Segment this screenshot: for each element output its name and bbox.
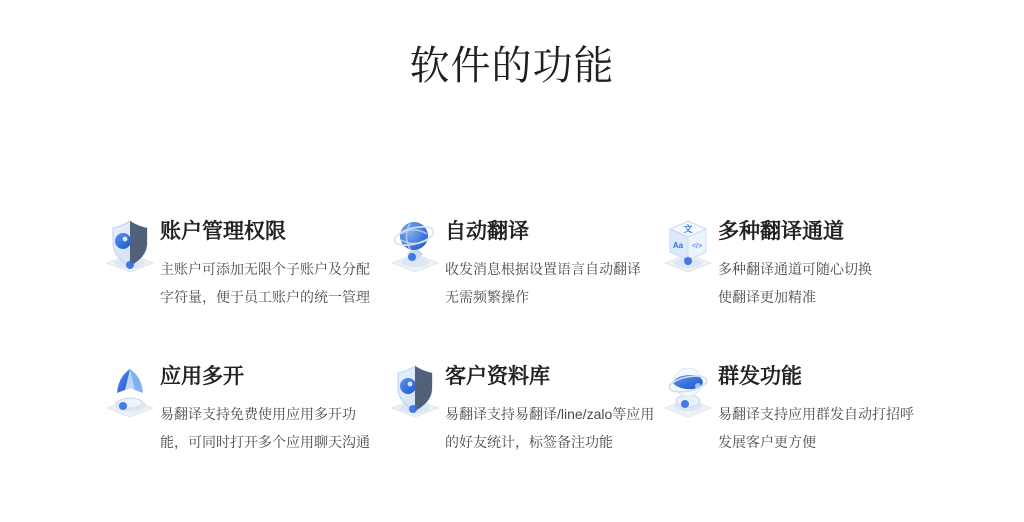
multi-app-icon <box>103 361 158 421</box>
feature-title: 群发功能 <box>718 365 802 388</box>
feature-description: 主账户可添加无限个子账户及分配 字符量，便于员工账户的统一管理 <box>160 261 370 305</box>
feature-title: 应用多开 <box>160 365 244 388</box>
feature-description: 易翻译支持易翻译/line/zalo等应用 的好友统计，标签备注功能 <box>445 406 655 450</box>
translate-globe-icon <box>388 216 443 276</box>
feature-card-translation-channels <box>661 216 941 311</box>
feature-card-account-permissions <box>103 216 383 311</box>
feature-description: 收发消息根据设置语言自动翻译 无需频繁操作 <box>445 261 641 305</box>
customer-database-icon <box>388 361 443 421</box>
svg-text:</>: </> <box>691 243 703 250</box>
feature-card-multi-app <box>103 361 383 456</box>
feature-description: 易翻译支持应用群发自动打招呼 发展客户更方便 <box>718 406 914 450</box>
feature-card-customer-database <box>388 361 668 456</box>
feature-title: 账户管理权限 <box>160 220 286 243</box>
feature-title: 自动翻译 <box>445 220 529 243</box>
feature-card-mass-send <box>661 361 941 456</box>
svg-text:文: 文 <box>683 224 693 234</box>
svg-text:Aa: Aa <box>672 241 684 250</box>
page-title: 软件的功能 <box>409 44 615 88</box>
mass-send-robot-icon <box>661 361 716 421</box>
feature-description: 易翻译支持免费使用应用多开功 能，可同时打开多个应用聊天沟通 <box>160 406 370 450</box>
feature-description: 多种翻译通道可随心切换 使翻译更加精准 <box>718 261 872 305</box>
language-cube-icon <box>661 216 716 276</box>
feature-card-auto-translate <box>388 216 668 311</box>
feature-title: 多种翻译通道 <box>718 220 844 243</box>
feature-title: 客户资料库 <box>445 365 550 388</box>
account-shield-icon <box>103 216 158 276</box>
